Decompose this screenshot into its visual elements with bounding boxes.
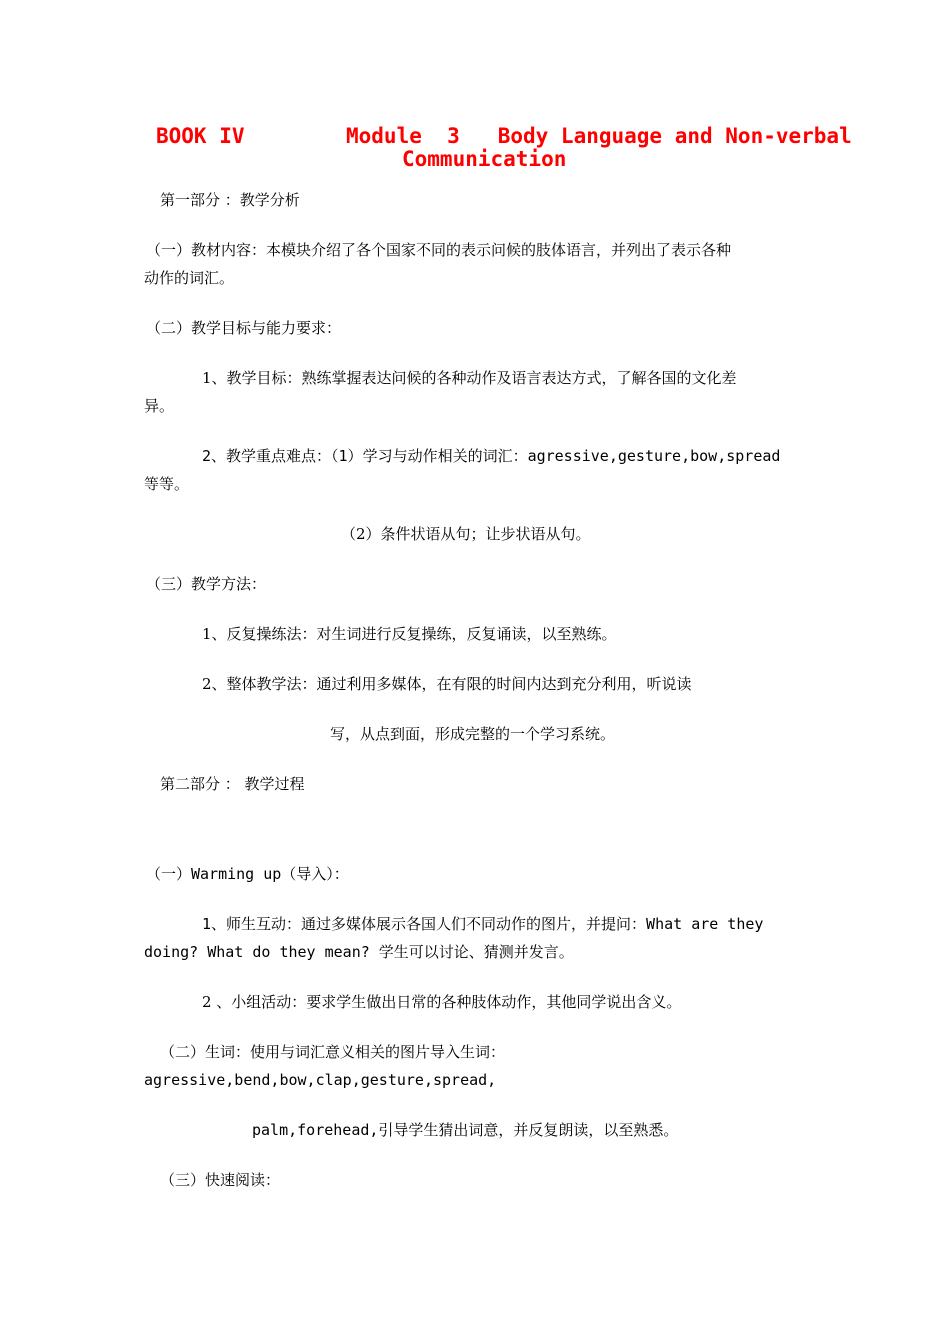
part1-s1-line2: 动作的词汇。 <box>144 269 235 287</box>
part2-s3-heading: （三）快速阅读： <box>160 1171 281 1189</box>
part2-s1-item1-line1: 1、师生互动：通过多媒体展示各国人们不同动作的图片，并提问：What are they <box>202 915 764 933</box>
part1-s2-item2-line2: 等等。 <box>144 475 190 493</box>
title-module: Module 3 Body Language and Non-verbal <box>346 124 852 148</box>
part1-heading: 第一部分 ：教学分析 <box>160 191 300 209</box>
part1-s2-item1-line2: 异。 <box>144 397 175 415</box>
part1-s3-item2-line1: 2、整体教学法：通过利用多媒体，在有限的时间内达到充分利用，听说读 <box>202 675 692 693</box>
part2-s1-heading: （一）Warming up（导入）： <box>146 865 349 883</box>
part2-s2-line2: agressive,bend,bow,clap,gesture,spread, <box>144 1071 497 1089</box>
part1-s1-line1: （一）教材内容：本模块介绍了各个国家不同的表示问候的肢体语言，并列出了表示各种 <box>146 241 732 259</box>
title-book: BOOK IV <box>156 124 245 148</box>
part1-s2-item2-line3: （2）条件状语从句；让步状语从句。 <box>341 525 591 543</box>
part2-s2-line3: palm,forehead,引导学生猜出词意，并反复朗读，以至熟悉。 <box>252 1121 679 1139</box>
part2-s1-item1-line2: doing? What do they mean? 学生可以讨论、猜测并发言。 <box>144 943 574 961</box>
part1-s3-item2-line2: 写，从点到面，形成完整的一个学习系统。 <box>330 725 616 743</box>
part1-s2-heading: （二）教学目标与能力要求： <box>146 319 342 337</box>
part2-s1-item2: 2 、小组活动：要求学生做出日常的各种肢体动作，其他同学说出含义。 <box>202 993 682 1011</box>
part2-s2-heading: （二）生词：使用与词汇意义相关的图片导入生词： <box>160 1043 506 1061</box>
part1-s2-item1-line1: 1、教学目标：熟练掌握表达问候的各种动作及语言表达方式，了解各国的文化差 <box>202 369 737 387</box>
part1-s3-item1: 1、反复操练法：对生词进行反复操练，反复诵读，以至熟练。 <box>202 625 617 643</box>
part1-s2-item2-line1: 2、教学重点难点：（1）学习与动作相关的词汇：agressive,gesture,bow,spread <box>202 447 781 465</box>
title-communication: Communication <box>402 147 567 171</box>
part1-s3-heading: （三）教学方法： <box>146 575 267 593</box>
part2-heading: 第二部分 ： 教学过程 <box>160 775 305 793</box>
